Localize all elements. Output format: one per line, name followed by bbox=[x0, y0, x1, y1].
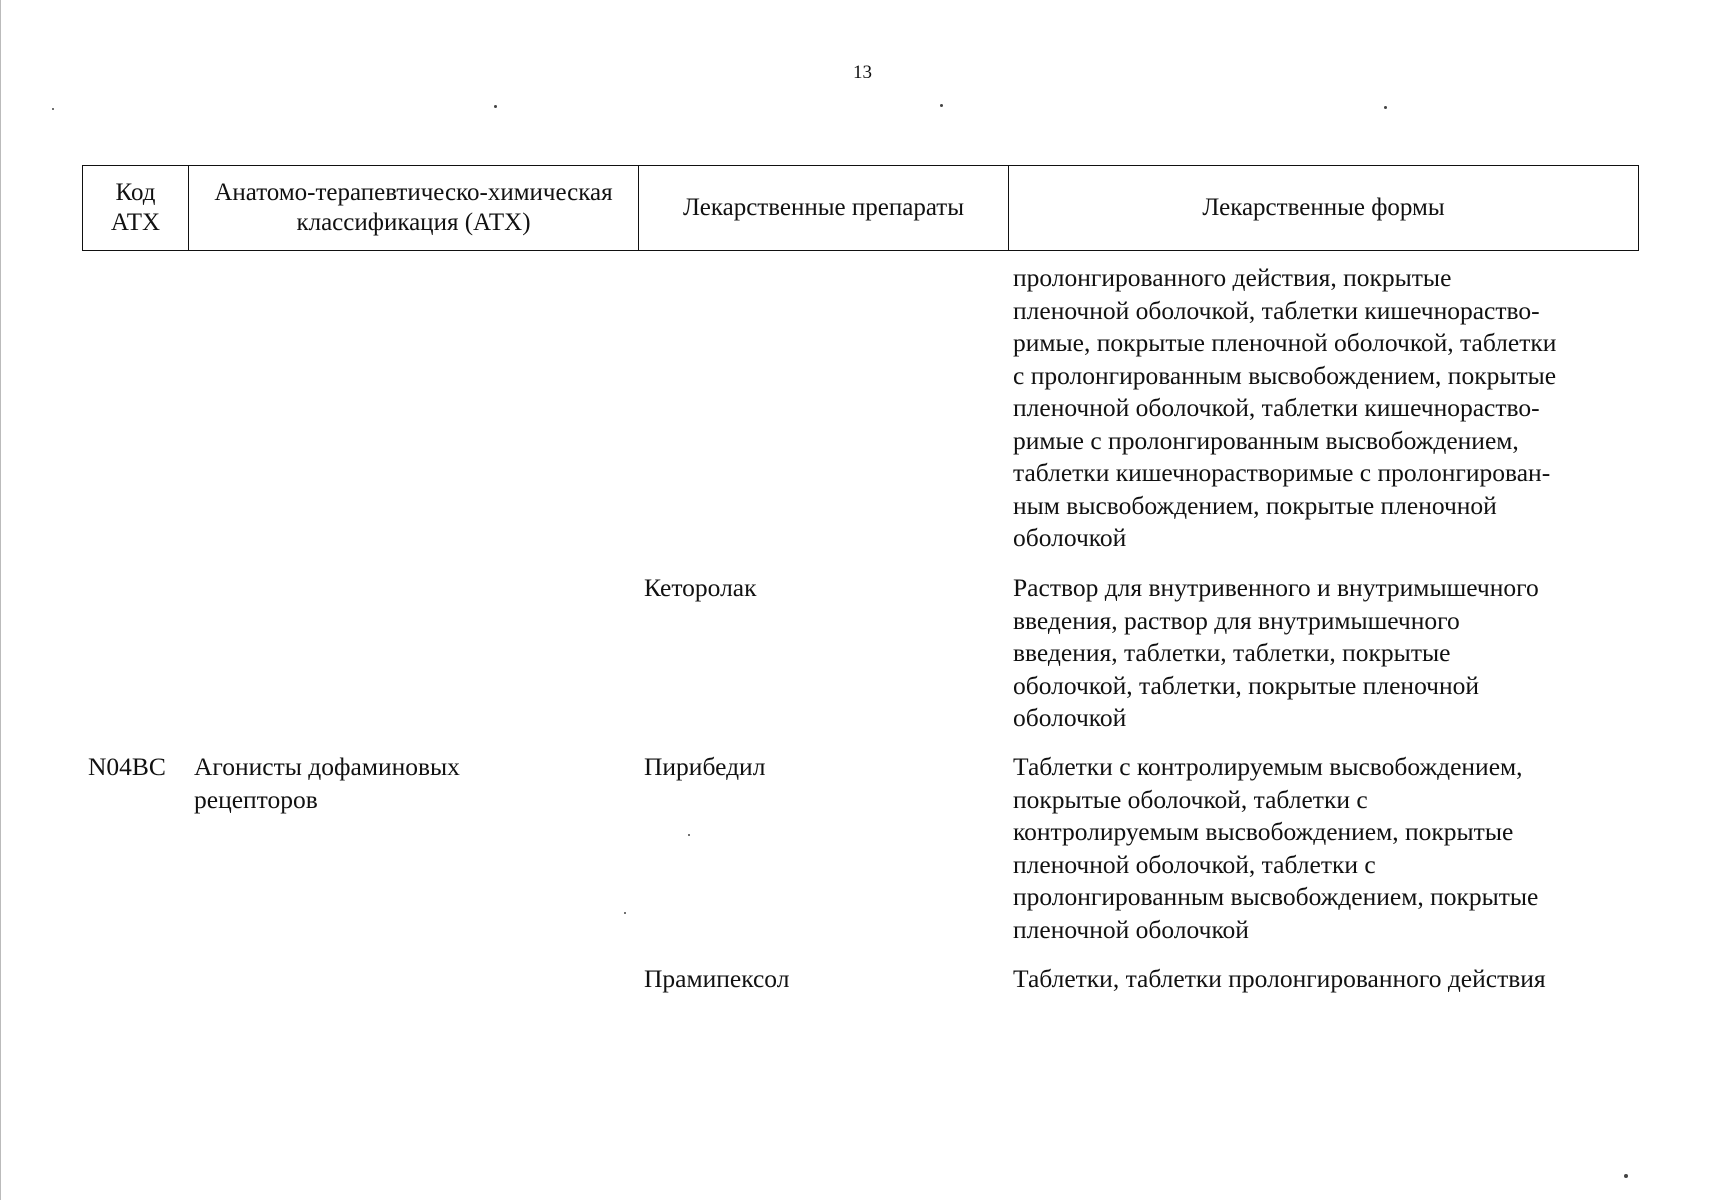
scan-speck bbox=[624, 912, 626, 914]
class-line: Агонисты дофаминовых bbox=[194, 752, 460, 781]
form-line: пролонгированным высвобождением, покрытые bbox=[1013, 882, 1539, 911]
form-line: Раствор для внутривенного и внутримышечного bbox=[1013, 573, 1539, 602]
header-dosage-forms: Лекарственные формы bbox=[1009, 166, 1639, 251]
table-header bbox=[82, 165, 1639, 251]
form-line: с пролонгированным высвобождением, покрытые bbox=[1013, 360, 1557, 390]
header-atc-classification: Анатомо-терапевтическо-химическая классификация (АТХ) bbox=[189, 166, 639, 251]
form-line: пленочной оболочкой, таблетки кишечнораство- bbox=[1013, 295, 1540, 325]
atc-class-dopamine-agonists bbox=[194, 751, 460, 816]
header-drugs: Лекарственные препараты bbox=[639, 166, 1009, 251]
form-line: пленочной оболочкой bbox=[1013, 914, 1249, 944]
form-line: таблетки кишечнорастворимые с пролонгирован- bbox=[1013, 458, 1551, 487]
drug-piribedil: Пирибедил bbox=[644, 752, 766, 781]
form-line: римые с пролонгированным высвобождением, bbox=[1013, 425, 1519, 455]
form-line: пролонгированного действия, покрытые bbox=[1013, 263, 1452, 292]
form-line: введения, раствор для внутримышечного bbox=[1013, 605, 1460, 635]
page-number: 13 bbox=[853, 62, 872, 83]
form-line: Таблетки, таблетки пролонгированного действия bbox=[1013, 964, 1546, 993]
form-line: Таблетки с контролируемым высвобождением, bbox=[1013, 752, 1523, 781]
scan-speck bbox=[494, 105, 497, 108]
header-row bbox=[83, 166, 1639, 251]
scan-speck bbox=[52, 108, 54, 110]
form-line: пленочной оболочкой, таблетки кишечнораство- bbox=[1013, 393, 1540, 422]
header-atc-code: Код АТХ bbox=[83, 166, 189, 251]
scan-speck bbox=[1624, 1174, 1628, 1178]
form-line: пленочной оболочкой, таблетки с bbox=[1013, 849, 1376, 879]
form-line: контролируемым высвобождением, покрытые bbox=[1013, 817, 1514, 846]
form-line: введения, таблетки, таблетки, покрытые bbox=[1013, 638, 1451, 667]
form-line: покрытые оболочкой, таблетки с bbox=[1013, 784, 1368, 814]
pramipexole-dosage-forms bbox=[1013, 963, 1546, 996]
form-line: римые, покрытые пленочной оболочкой, таблетки bbox=[1013, 328, 1557, 357]
form-line: оболочкой bbox=[1013, 523, 1127, 552]
piribedil-dosage-forms bbox=[1013, 751, 1538, 946]
continued-dosage-forms bbox=[1013, 262, 1556, 555]
class-line: рецепторов bbox=[194, 784, 318, 814]
ketorolac-dosage-forms bbox=[1013, 572, 1539, 735]
drug-pramipexole: Прамипексол bbox=[644, 964, 790, 993]
scan-edge bbox=[0, 0, 1, 1200]
atc-code-n04bc: N04BC bbox=[88, 752, 166, 781]
form-line: оболочкой, таблетки, покрытые пленочной bbox=[1013, 670, 1480, 700]
scan-speck bbox=[940, 104, 943, 107]
form-line: ным высвобождением, покрытые пленочной bbox=[1013, 490, 1497, 520]
scan-speck bbox=[1384, 106, 1387, 109]
drug-ketorolac: Кеторолак bbox=[644, 573, 757, 602]
scan-speck bbox=[688, 834, 690, 836]
form-line: оболочкой bbox=[1013, 703, 1127, 732]
